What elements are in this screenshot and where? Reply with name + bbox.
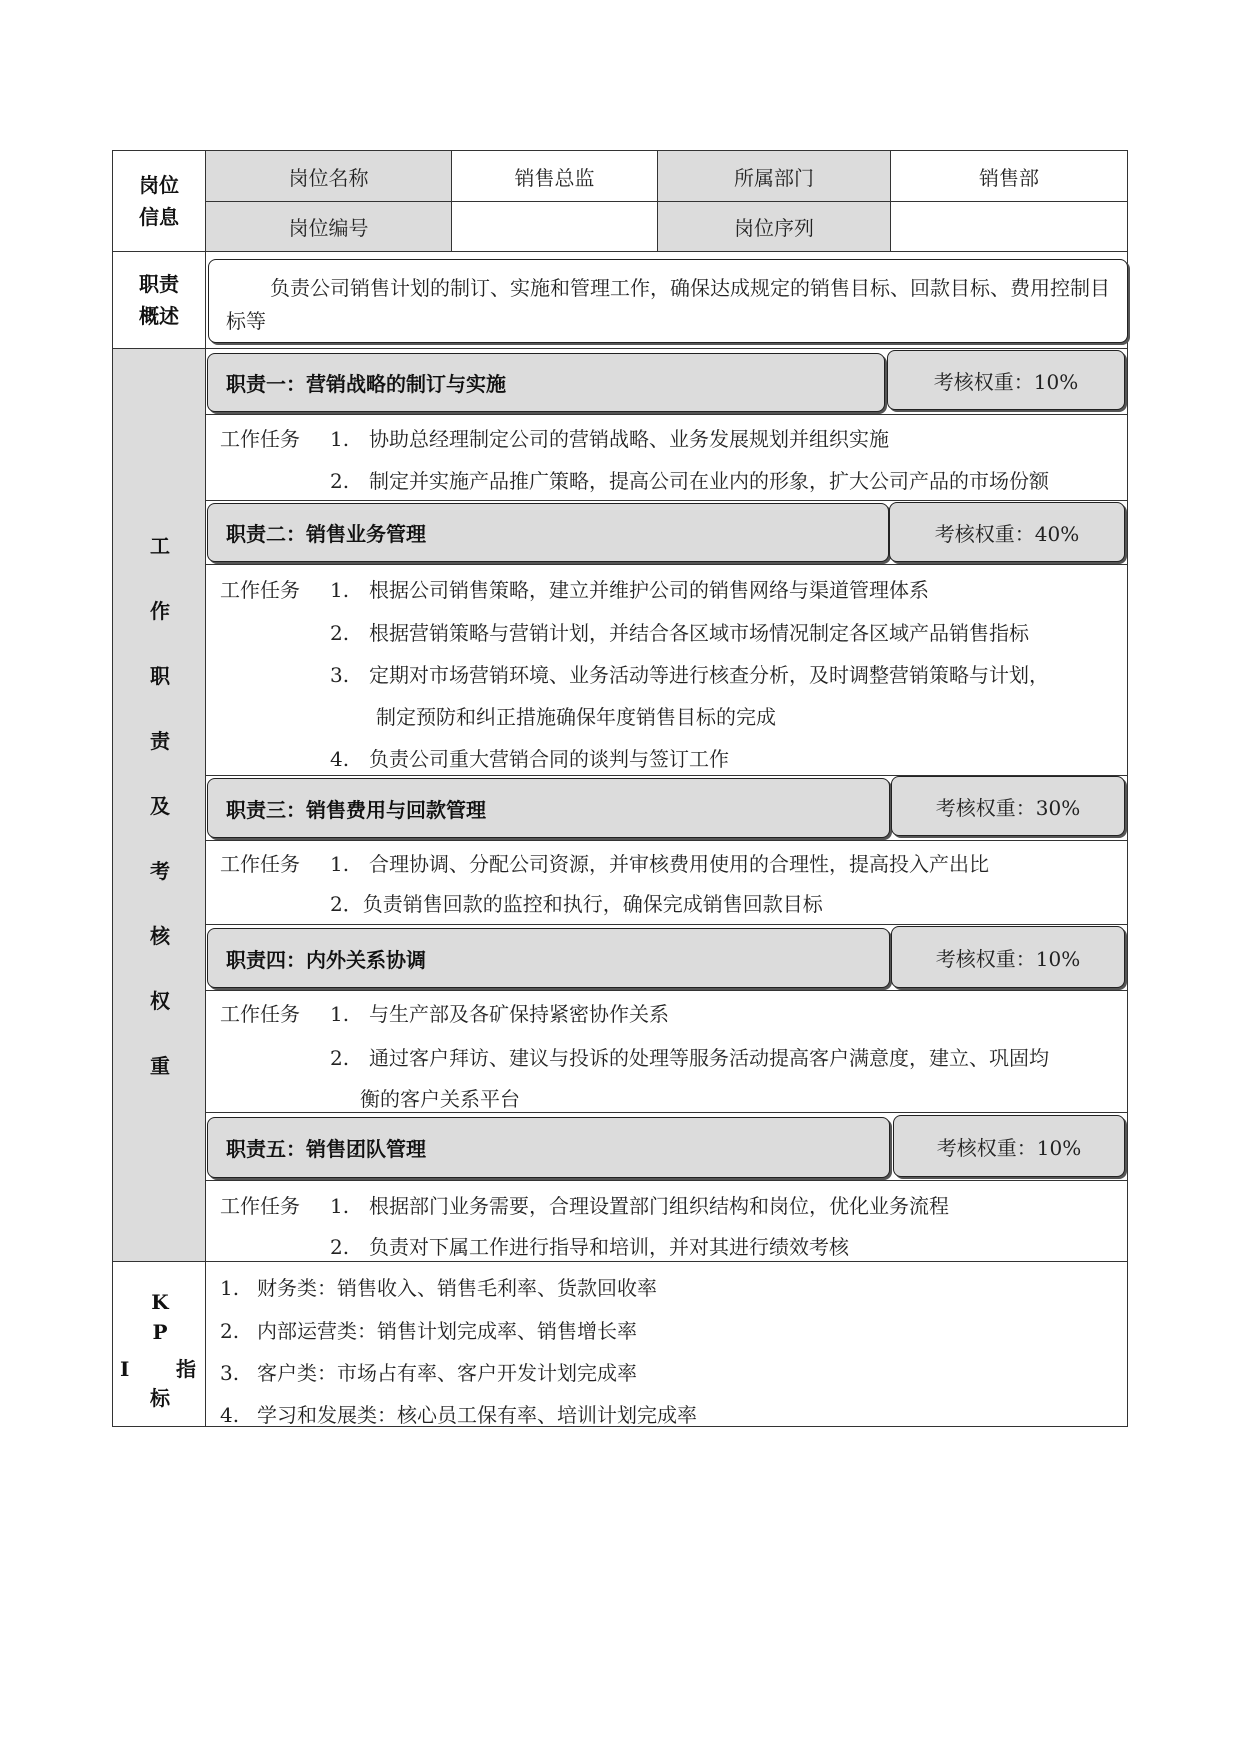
task-item: 根据公司销售策略，建立并维护公司的销售网络与渠道管理体系 [369, 578, 929, 602]
kpi-number: 4. [220, 1403, 240, 1427]
task-number: 1. [330, 852, 350, 876]
task-label: 工作任务 [220, 1002, 300, 1026]
position-code-value [452, 202, 657, 251]
task-number: 1. [330, 578, 350, 602]
task-item: 根据营销策略与营销计划，并结合各区域市场情况制定各区域产品销售指标 [369, 621, 1029, 645]
task-number: 1. [330, 427, 350, 451]
duties-label-char: 及 [150, 794, 170, 818]
divider [205, 500, 1128, 501]
task-number: 2. [330, 621, 350, 645]
kpi-item: 客户类：市场占有率、客户开发计划完成率 [257, 1361, 637, 1385]
task-item-continued: 制定预防和纠正措施确保年度销售目标的完成 [376, 705, 776, 729]
kpi-label-i: I [120, 1357, 130, 1381]
task-item: 通过客户拜访、建议与投诉的处理等服务活动提高客户满意度，建立、巩固均 [369, 1046, 1049, 1070]
duties-label-char: 权 [150, 989, 170, 1013]
task-number: 2. [330, 1046, 350, 1070]
kpi-item: 财务类：销售收入、销售毛利率、货款回收率 [257, 1276, 657, 1300]
divider [205, 924, 1128, 925]
duty-5-weight: 考核权重：10% [893, 1115, 1125, 1177]
divider [205, 414, 1128, 415]
section-label-summary: 职责概述 [139, 272, 179, 328]
task-number: 2. [330, 469, 350, 493]
divider [205, 840, 1128, 841]
kpi-label-biao: 标 [150, 1386, 170, 1410]
task-item: 负责对下属工作进行指导和培训，并对其进行绩效考核 [369, 1235, 849, 1259]
task-item: 与生产部及各矿保持紧密协作关系 [369, 1002, 669, 1026]
task-number: 4. [330, 747, 350, 771]
kpi-item: 内部运营类：销售计划完成率、销售增长率 [257, 1319, 637, 1343]
divider [205, 1112, 1128, 1113]
duty-2-title: 职责二：销售业务管理 [207, 503, 889, 562]
task-number: 1. [330, 1194, 350, 1218]
task-item: 制定并实施产品推广策略，提高公司在业内的形象，扩大公司产品的市场份额 [369, 469, 1049, 493]
task-label: 工作任务 [220, 1194, 300, 1218]
duty-1-title: 职责一：营销战略的制订与实施 [207, 353, 885, 412]
duty-3-title: 职责三：销售费用与回款管理 [207, 778, 890, 838]
task-number: 1. [330, 1002, 350, 1026]
kpi-number: 3. [220, 1361, 240, 1385]
divider [112, 251, 1128, 252]
position-sequence-label: 岗位序列 [734, 216, 814, 240]
task-item: 协助总经理制定公司的营销战略、业务发展规划并组织实施 [369, 427, 889, 451]
kpi-number: 2. [220, 1319, 240, 1343]
section-label-position-info: 岗位信息 [139, 173, 179, 229]
task-label: 工作任务 [220, 427, 300, 451]
duty-5-title: 职责五：销售团队管理 [207, 1117, 890, 1178]
task-item: 合理协调、分配公司资源，并审核费用使用的合理性，提高投入产出比 [369, 852, 989, 876]
duties-label-char: 职 [150, 664, 170, 688]
duties-label-char: 责 [150, 729, 170, 753]
duty-4-weight: 考核权重：10% [891, 926, 1125, 988]
task-label: 工作任务 [220, 852, 300, 876]
task-number: 2. [330, 1235, 350, 1259]
duty-2-weight: 考核权重：40% [889, 502, 1125, 562]
task-item: 定期对市场营销环境、业务活动等进行核查分析，及时调整营销策略与计划， [369, 663, 1049, 687]
divider [205, 1180, 1128, 1181]
divider [205, 564, 1128, 565]
position-name-value: 销售总监 [514, 165, 595, 190]
duties-label-char: 考 [150, 859, 170, 883]
duties-label-char: 核 [150, 924, 170, 948]
kpi-label-p: P [152, 1320, 168, 1344]
kpi-number: 1. [220, 1276, 240, 1300]
divider [205, 990, 1128, 991]
divider [112, 1261, 1128, 1262]
department-label: 所属部门 [734, 165, 814, 190]
task-label: 工作任务 [220, 578, 300, 602]
task-item: 根据部门业务需要，合理设置部门组织结构和岗位，优化业务流程 [369, 1194, 949, 1218]
kpi-item: 学习和发展类：核心员工保有率、培训计划完成率 [257, 1403, 697, 1427]
task-item: 负责公司重大营销合同的谈判与签订工作 [369, 747, 729, 771]
duties-label-char: 工 [150, 534, 170, 558]
duty-1-weight: 考核权重：10% [887, 350, 1125, 410]
position-sequence-value [891, 202, 1127, 251]
position-code-label: 岗位编号 [288, 216, 369, 240]
task-item: 2．负责销售回款的监控和执行，确保完成销售回款目标 [330, 892, 823, 916]
duties-label-char: 作 [150, 599, 170, 623]
duties-label-char: 重 [150, 1054, 170, 1078]
task-item-continued: 衡的客户关系平台 [360, 1087, 520, 1111]
duty-4-title: 职责四：内外关系协调 [207, 928, 890, 988]
kpi-label-k: K [151, 1290, 169, 1314]
divider [112, 348, 1128, 349]
label-column-divider [205, 150, 206, 1427]
kpi-label-zhi: 指 [176, 1357, 196, 1381]
position-name-label: 岗位名称 [288, 165, 369, 190]
department-value: 销售部 [979, 165, 1039, 190]
summary-text: 负责公司销售计划的制订、实施和管理工作，确保达成规定的销售目标、回款目标、费用控制目标等 [226, 276, 1110, 333]
duty-3-weight: 考核权重：30% [891, 776, 1125, 836]
task-number: 3. [330, 663, 350, 687]
